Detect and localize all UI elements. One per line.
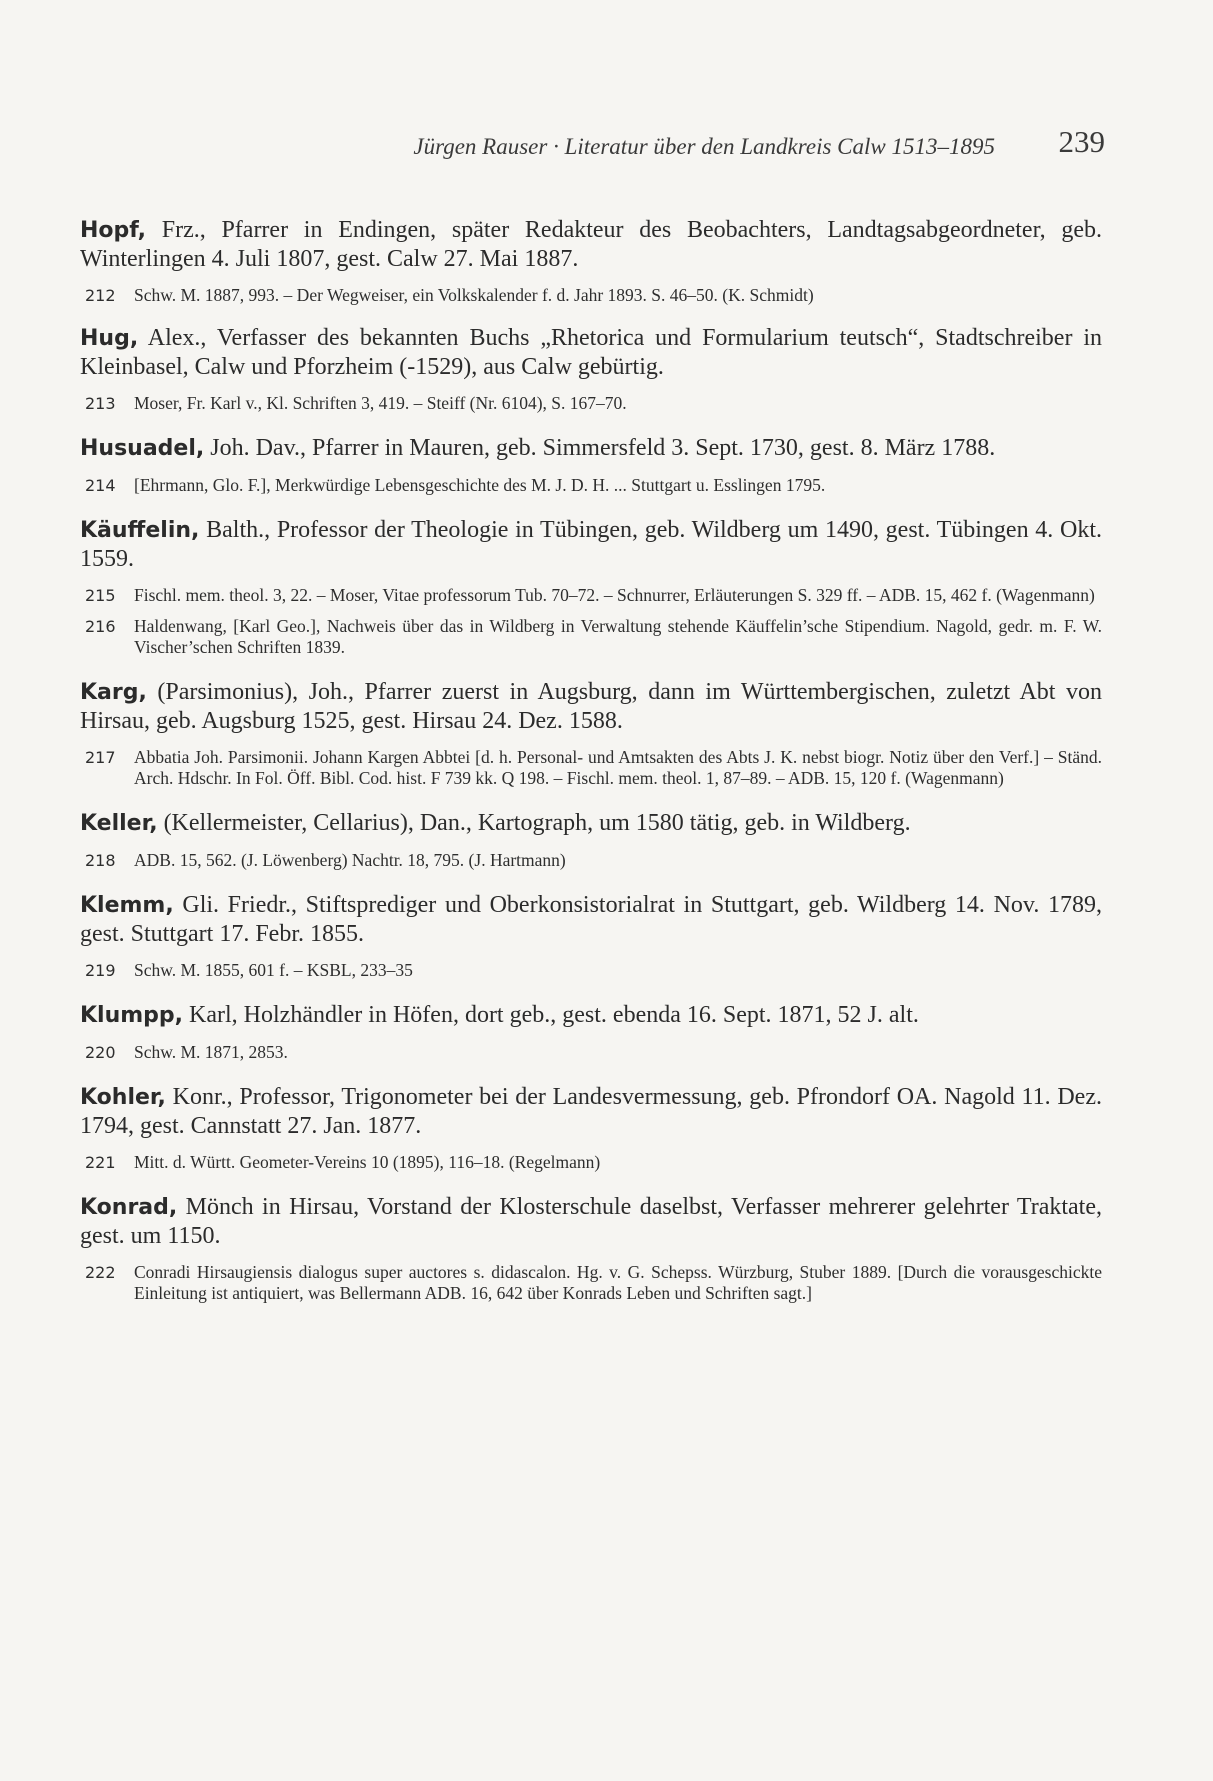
reference-number: 216 (85, 617, 116, 636)
reference-item (80, 616, 1102, 658)
reference-number: 218 (85, 851, 116, 870)
reference-item (80, 1042, 1102, 1063)
entry-headline (80, 1001, 1102, 1030)
entry-hug (80, 324, 1102, 414)
reference-number: 214 (85, 476, 116, 495)
entry-headline (80, 891, 1102, 948)
entry-name: Klemm, (80, 893, 174, 918)
reference-item (80, 747, 1102, 789)
entry-name: Hopf, (80, 218, 146, 243)
entry-headline (80, 1193, 1102, 1250)
entry-text: (Parsimonius), Joh., Pfarrer zuerst in Augsburg, dann im Württembergischen, zuletzt Abt von Hirsau, geb. Augsburg 1525, gest. Hirsau 24. Dez. 1588. (80, 679, 1102, 734)
reference-number: 217 (85, 748, 116, 767)
entry-text: Karl, Holzhändler in Höfen, dort geb., gest. ebenda 16. Sept. 1871, 52 J. alt. (183, 1002, 919, 1028)
reference-item (80, 475, 1102, 496)
entry-husuadel (80, 434, 1102, 496)
entry-klemm (80, 891, 1102, 981)
reference-number: 220 (85, 1043, 116, 1062)
reference-item (80, 285, 1102, 306)
reference-text: Schw. M. 1855, 601 f. – KSBL, 233–35 (134, 960, 413, 980)
reference-text: Moser, Fr. Karl v., Kl. Schriften 3, 419. – Steiff (Nr. 6104), S. 167–70. (134, 393, 627, 413)
entry-text: Mönch in Hirsau, Vorstand der Klosterschule daselbst, Verfasser mehrerer gelehrter Traktate, gest. um 1150. (80, 1194, 1102, 1249)
reference-number: 222 (85, 1263, 116, 1282)
entry-name: Konrad, (80, 1195, 178, 1220)
entry-name: Klumpp, (80, 1003, 184, 1028)
entry-text: Gli. Friedr., Stiftsprediger und Oberkonsistorialrat in Stuttgart, geb. Wildberg 14. Nov. 1789, gest. Stuttgart 17. Febr. 1855. (80, 892, 1102, 947)
reference-item (80, 585, 1102, 606)
entry-name: Käuffelin, (80, 518, 200, 543)
entry-keller (80, 809, 1102, 871)
reference-number: 212 (85, 286, 116, 305)
entry-headline (80, 516, 1102, 573)
entry-headline (80, 324, 1102, 381)
reference-text: Conradi Hirsaugiensis dialogus super auctores s. didascalon. Hg. v. G. Schepss. Würzburg, Stuber 1889. [Durch die vorausgeschickte Einleitung ist antiquiert, was Bellermann ADB. 16, 642 über Konrads Leben und Schriften sagt.] (134, 1262, 1102, 1303)
entry-text: Balth., Professor der Theologie in Tübingen, geb. Wildberg um 1490, gest. Tübingen 4. Okt. 1559. (80, 517, 1102, 572)
entry-kaeuffelin (80, 516, 1102, 658)
entry-name: Kohler, (80, 1085, 166, 1110)
entry-headline (80, 434, 1102, 463)
running-title: Jürgen Rauser · Literatur über den Landkreis Calw 1513–1895 (413, 134, 995, 159)
entry-text: Frz., Pfarrer in Endingen, später Redakteur des Beobachters, Landtagsabgeordneter, geb. Winterlingen 4. Juli 1807, gest. Calw 27. Mai 1887. (80, 217, 1102, 272)
entry-headline (80, 216, 1102, 273)
entry-hopf (80, 216, 1102, 306)
reference-number: 219 (85, 961, 116, 980)
reference-text: Haldenwang, [Karl Geo.], Nachweis über das in Wildberg in Verwaltung stehende Käuffelin’sche Stipendium. Nagold, gedr. m. F. W. Vischer’schen Schriften 1839. (134, 616, 1102, 657)
entry-konrad (80, 1193, 1102, 1304)
entry-name: Karg, (80, 680, 147, 705)
reference-item (80, 1152, 1102, 1173)
entry-name: Keller, (80, 811, 158, 836)
reference-text: Schw. M. 1887, 993. – Der Wegweiser, ein Volkskalender f. d. Jahr 1893. S. 46–50. (K. Schmidt) (134, 285, 814, 305)
entry-text: (Kellermeister, Cellarius), Dan., Kartograph, um 1580 tätig, geb. in Wildberg. (157, 810, 911, 836)
reference-number: 213 (85, 394, 116, 413)
reference-item (80, 1262, 1102, 1304)
entry-name: Hug, (80, 326, 139, 351)
entry-text: Joh. Dav., Pfarrer in Mauren, geb. Simmersfeld 3. Sept. 1730, gest. 8. März 1788. (204, 435, 996, 461)
entry-kohler (80, 1083, 1102, 1173)
reference-text: Mitt. d. Württ. Geometer-Vereins 10 (1895), 116–18. (Regelmann) (134, 1152, 601, 1172)
entry-klumpp (80, 1001, 1102, 1063)
reference-item (80, 960, 1102, 981)
reference-text: Schw. M. 1871, 2853. (134, 1042, 288, 1062)
reference-text: ADB. 15, 562. (J. Löwenberg) Nachtr. 18, 795. (J. Hartmann) (134, 850, 566, 870)
entry-headline (80, 809, 1102, 838)
entry-list (80, 216, 1102, 1304)
reference-text: Fischl. mem. theol. 3, 22. – Moser, Vitae professorum Tub. 70–72. – Schnurrer, Erläuterungen S. 329 ff. – ADB. 15, 462 f. (Wagenmann) (134, 585, 1095, 605)
reference-number: 221 (85, 1153, 116, 1172)
reference-text: Abbatia Joh. Parsimonii. Johann Kargen Abbtei [d. h. Personal- und Amtsakten des Abts J. K. nebst biogr. Notiz über den Verf.] – Ständ. Arch. Hdschr. In Fol. Öff. Bibl. Cod. hist. F 739 kk. Q 198. – Fischl. mem. theol. 1, 87–89. – ADB. 15, 120 f. (Wagenmann) (134, 747, 1102, 788)
entry-karg (80, 678, 1102, 789)
entry-headline (80, 678, 1102, 735)
reference-item (80, 850, 1102, 871)
entry-text: Konr., Professor, Trigonometer bei der Landesvermessung, geb. Pfrondorf OA. Nagold 11. Dez. 1794, gest. Cannstatt 27. Jan. 1877. (80, 1084, 1102, 1139)
reference-item (80, 393, 1102, 414)
reference-number: 215 (85, 586, 116, 605)
reference-text: [Ehrmann, Glo. F.], Merkwürdige Lebensgeschichte des M. J. D. H. ... Stuttgart u. Esslingen 1795. (134, 475, 826, 495)
entry-text: Alex., Verfasser des bekannten Buchs „Rhetorica und Formularium teutsch“, Stadtschreiber in Kleinbasel, Calw und Pforzheim (-1529), aus Calw gebürtig. (80, 325, 1102, 380)
page-number: 239 (1058, 124, 1105, 159)
page-header (80, 118, 1105, 168)
entry-headline (80, 1083, 1102, 1140)
entry-name: Husuadel, (80, 436, 205, 461)
